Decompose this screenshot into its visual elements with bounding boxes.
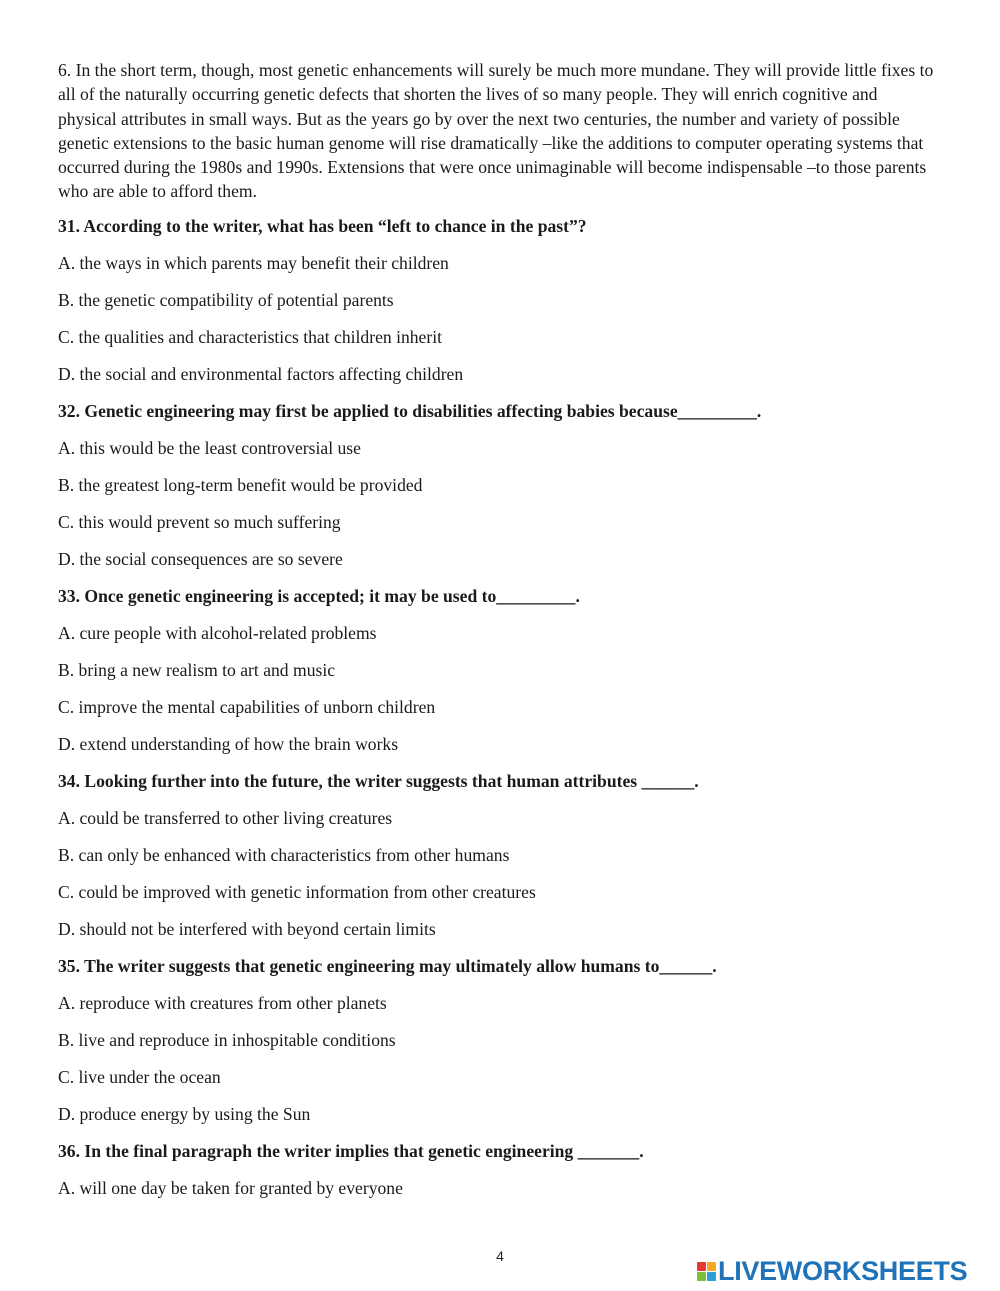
question-35 [58, 954, 938, 1126]
answer-option[interactable]: C. improve the mental capabilities of unborn children [58, 696, 436, 717]
answer-option[interactable]: D. the social consequences are so severe [58, 548, 343, 569]
question-stem: 36. In the final paragraph the writer implies that genetic engineering _______. [58, 1140, 644, 1161]
logo-square-icon [707, 1262, 716, 1271]
passage-paragraph-6: 6. In the short term, though, most genetic enhancements will surely be much more mundane. They will provide little fixes to all of the naturally occurring genetic defects that shorten the lives of so many people. They will enrich cognitive and physical attributes in small ways. But as the years go by over the next two centuries, the number and variety of possible genetic extensions to the basic human genome will rise dramatically –like the additions to computer operating systems that occurred during the 1980s and 1990s. Extensions that were once unimaginable will become indispensable –to those parents who are able to afford them. [58, 60, 934, 202]
answer-option[interactable]: B. the genetic compatibility of potential parents [58, 289, 394, 310]
answer-option[interactable]: B. the greatest long-term benefit would be provided [58, 474, 423, 495]
answer-option[interactable]: D. the social and environmental factors affecting children [58, 363, 464, 384]
question-34 [58, 769, 938, 941]
answer-option[interactable]: C. live under the ocean [58, 1066, 221, 1087]
answer-option[interactable]: D. produce energy by using the Sun [58, 1103, 311, 1124]
worksheet-page [58, 58, 938, 1213]
question-31 [58, 214, 938, 386]
answer-option[interactable]: A. could be transferred to other living creatures [58, 807, 393, 828]
liveworksheets-logo[interactable] [697, 1257, 967, 1285]
answer-option[interactable]: A. this would be the least controversial use [58, 437, 361, 458]
answer-option[interactable]: C. this would prevent so much suffering [58, 511, 341, 532]
answer-option[interactable]: D. should not be interfered with beyond certain limits [58, 918, 436, 939]
question-36 [58, 1139, 938, 1200]
logo-square-icon [707, 1272, 716, 1281]
question-stem: 34. Looking further into the future, the writer suggests that human attributes ______. [58, 770, 699, 791]
brand-name: LIVEWORKSHEETS [718, 1256, 968, 1286]
logo-square-icon [697, 1262, 706, 1271]
answer-option[interactable]: A. cure people with alcohol-related problems [58, 622, 377, 643]
live-logo-icon [697, 1262, 716, 1281]
question-stem: 32. Genetic engineering may first be applied to disabilities affecting babies because_________. [58, 400, 762, 421]
answer-option[interactable]: A. reproduce with creatures from other planets [58, 992, 387, 1013]
answer-option[interactable]: D. extend understanding of how the brain works [58, 733, 399, 754]
answer-option[interactable]: C. could be improved with genetic information from other creatures [58, 881, 536, 902]
answer-option[interactable]: C. the qualities and characteristics that children inherit [58, 326, 442, 347]
logo-square-icon [697, 1272, 706, 1281]
answer-option[interactable]: B. bring a new realism to art and music [58, 659, 336, 680]
page-number: 4 [496, 1248, 504, 1264]
answer-option[interactable]: B. live and reproduce in inhospitable conditions [58, 1029, 396, 1050]
answer-option[interactable]: A. will one day be taken for granted by everyone [58, 1177, 403, 1198]
question-stem: 31. According to the writer, what has been “left to chance in the past”? [58, 215, 587, 236]
question-stem: 33. Once genetic engineering is accepted; it may be used to_________. [58, 585, 580, 606]
question-32 [58, 399, 938, 571]
question-stem: 35. The writer suggests that genetic engineering may ultimately allow humans to______. [58, 955, 717, 976]
answer-option[interactable]: A. the ways in which parents may benefit their children [58, 252, 449, 273]
question-33 [58, 584, 938, 756]
answer-option[interactable]: B. can only be enhanced with characteristics from other humans [58, 844, 510, 865]
